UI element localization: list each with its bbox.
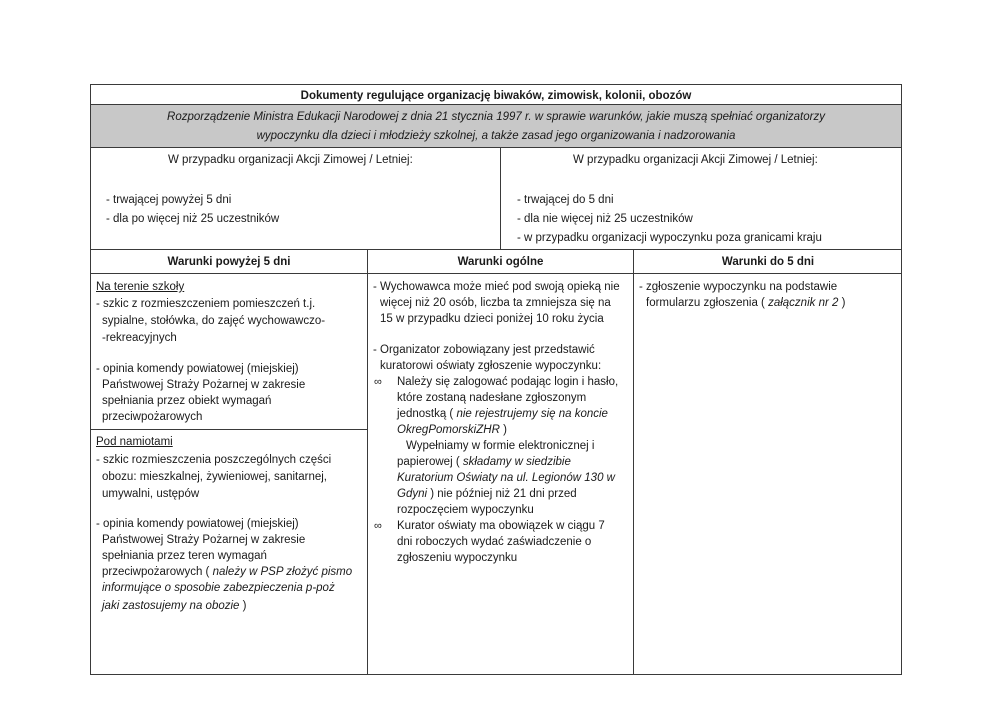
col1-text-mixed: [102, 598, 246, 614]
col2-note: OkregPomorskiZHR: [397, 424, 500, 436]
col2-text: rozpoczęciem wypoczynku: [397, 504, 534, 516]
col2-text: Kurator oświaty ma obowiązek w ciągu 7: [397, 520, 605, 532]
infinity-bullet-icon: ∞: [374, 376, 382, 388]
infinity-bullet-icon: ∞: [374, 520, 382, 532]
col3-text: formularzu zgłoszenia (: [646, 297, 769, 309]
col1-note: informujące o sposobie zabezpieczenia p-poż: [102, 582, 335, 594]
case-right-heading: W przypadku organizacji Akcji Zimowej / Letniej:: [573, 154, 818, 166]
section-title-tents: Pod namiotami: [96, 436, 173, 448]
col1-note: należy w PSP złożyć pismo: [212, 566, 353, 578]
col1-text: Państwowej Straży Pożarnej w zakresie: [102, 534, 306, 546]
col2-text-mixed: [397, 406, 608, 422]
rule-col1-col2: [367, 249, 368, 675]
column-header-up-to-5-days: Warunki do 5 dni: [721, 256, 815, 268]
col1-text: spełniania przez obiekt wymagań: [102, 395, 272, 407]
col1-text: ): [239, 600, 247, 612]
rule-col1-section-divider: [90, 429, 367, 430]
col1-text: przeciwpożarowych: [102, 411, 203, 423]
case-left-item: - trwającej powyżej 5 dni: [106, 194, 232, 206]
col2-text: - Wychowawca może mieć pod swoją opieką nie: [373, 281, 620, 293]
col2-text: więcej niż 20 osób, liczba ta zmniejsza się na: [380, 297, 611, 309]
col1-text: - szkic rozmieszczenia poszczególnych części: [96, 454, 332, 466]
case-right-item: - dla nie więcej niż 25 uczestników: [517, 213, 693, 225]
regulation-line-2: wypoczynku dla dzieci i młodzieży szkolnej, a także zasad jego organizowania i nadzorowania: [256, 130, 736, 142]
col1-text: spełniania przez teren wymagań: [102, 550, 267, 562]
case-left-item: - dla po więcej niż 25 uczestników: [106, 213, 280, 225]
rule-col2-col3: [633, 249, 634, 675]
col2-text: Należy się zalogować podając login i hasło,: [397, 376, 619, 388]
case-right-item: - trwającej do 5 dni: [517, 194, 614, 206]
document-title: Dokumenty regulujące organizację biwaków, zimowisk, kolonii, obozów: [300, 90, 692, 102]
col3-text-mixed: [646, 295, 845, 311]
col1-text: -rekreacyjnych: [102, 332, 177, 344]
col1-text: przeciwpożarowych (: [102, 566, 213, 578]
col2-text-mixed: [397, 454, 571, 470]
col2-note: Gdyni: [397, 488, 428, 500]
col2-text-mixed: [397, 422, 507, 438]
col3-text: ): [838, 297, 846, 309]
col1-text: umywalni, ustępów: [102, 488, 200, 500]
col2-text: które zostaną nadesłane zgłoszonym: [397, 392, 587, 404]
col2-text-mixed: [397, 486, 577, 502]
col1-text-mixed: [102, 564, 352, 580]
col2-note: nie rejestrujemy się na koncie: [456, 408, 608, 420]
rule-regulation-bottom: [90, 147, 902, 148]
col2-note: składamy w siedzibie: [462, 456, 571, 468]
col2-text: - Organizator zobowiązany jest przedstawić: [373, 344, 595, 356]
col2-text: ): [499, 424, 507, 436]
col1-note: jaki zastosujemy na obozie: [102, 600, 240, 612]
col2-text: papierowej (: [397, 456, 463, 468]
col3-text: - zgłoszenie wypoczynku na podstawie: [639, 281, 838, 293]
regulation-line-1: Rozporządzenie Ministra Edukacji Narodowej z dnia 21 stycznia 1997 r. w sprawie warunków, jakie muszą spełniać organizatorzy: [167, 111, 825, 123]
col2-text: kuratorowi oświaty zgłoszenie wypoczynku:: [380, 360, 602, 372]
case-left-heading: W przypadku organizacji Akcji Zimowej / Letniej:: [168, 154, 413, 166]
rule-cases-bottom: [90, 249, 902, 250]
col2-text: jednostką (: [397, 408, 457, 420]
col2-text: dni roboczych wydać zaświadczenie o: [397, 536, 592, 548]
col2-note: Kuratorium Oświaty na ul. Legionów 130 w: [397, 472, 615, 484]
col1-text: Państwowej Straży Pożarnej w zakresie: [102, 379, 306, 391]
col2-text: 15 w przypadku dzieci poniżej 10 roku życia: [380, 313, 604, 325]
col1-text: - opinia komendy powiatowej (miejskiej): [96, 363, 299, 375]
col2-text: zgłoszeniu wypoczynku: [397, 552, 518, 564]
column-header-over-5-days: Warunki powyżej 5 dni: [167, 256, 291, 268]
col1-text: - opinia komendy powiatowej (miejskiej): [96, 518, 299, 530]
rule-title-bottom: [90, 104, 902, 105]
col3-note: załącznik nr 2: [768, 297, 839, 309]
col1-text: - szkic z rozmieszczeniem pomieszczeń t.j.: [96, 298, 316, 310]
col1-text: obozu: mieszkalnej, żywieniowej, sanitarnej,: [102, 471, 327, 483]
case-right-item: - w przypadku organizacji wypoczynku poza granicami kraju: [517, 232, 822, 244]
rule-cases-divider: [500, 147, 501, 249]
col2-text: Wypełniamy w formie elektronicznej i: [406, 440, 595, 452]
section-title-school: Na terenie szkoły: [96, 281, 185, 293]
rule-column-headers-bottom: [90, 273, 902, 274]
col2-text: ) nie później niż 21 dni przed: [427, 488, 577, 500]
column-header-general: Warunki ogólne: [457, 256, 544, 268]
col1-text: sypialne, stołówka, do zajęć wychowawczo-: [102, 315, 326, 327]
